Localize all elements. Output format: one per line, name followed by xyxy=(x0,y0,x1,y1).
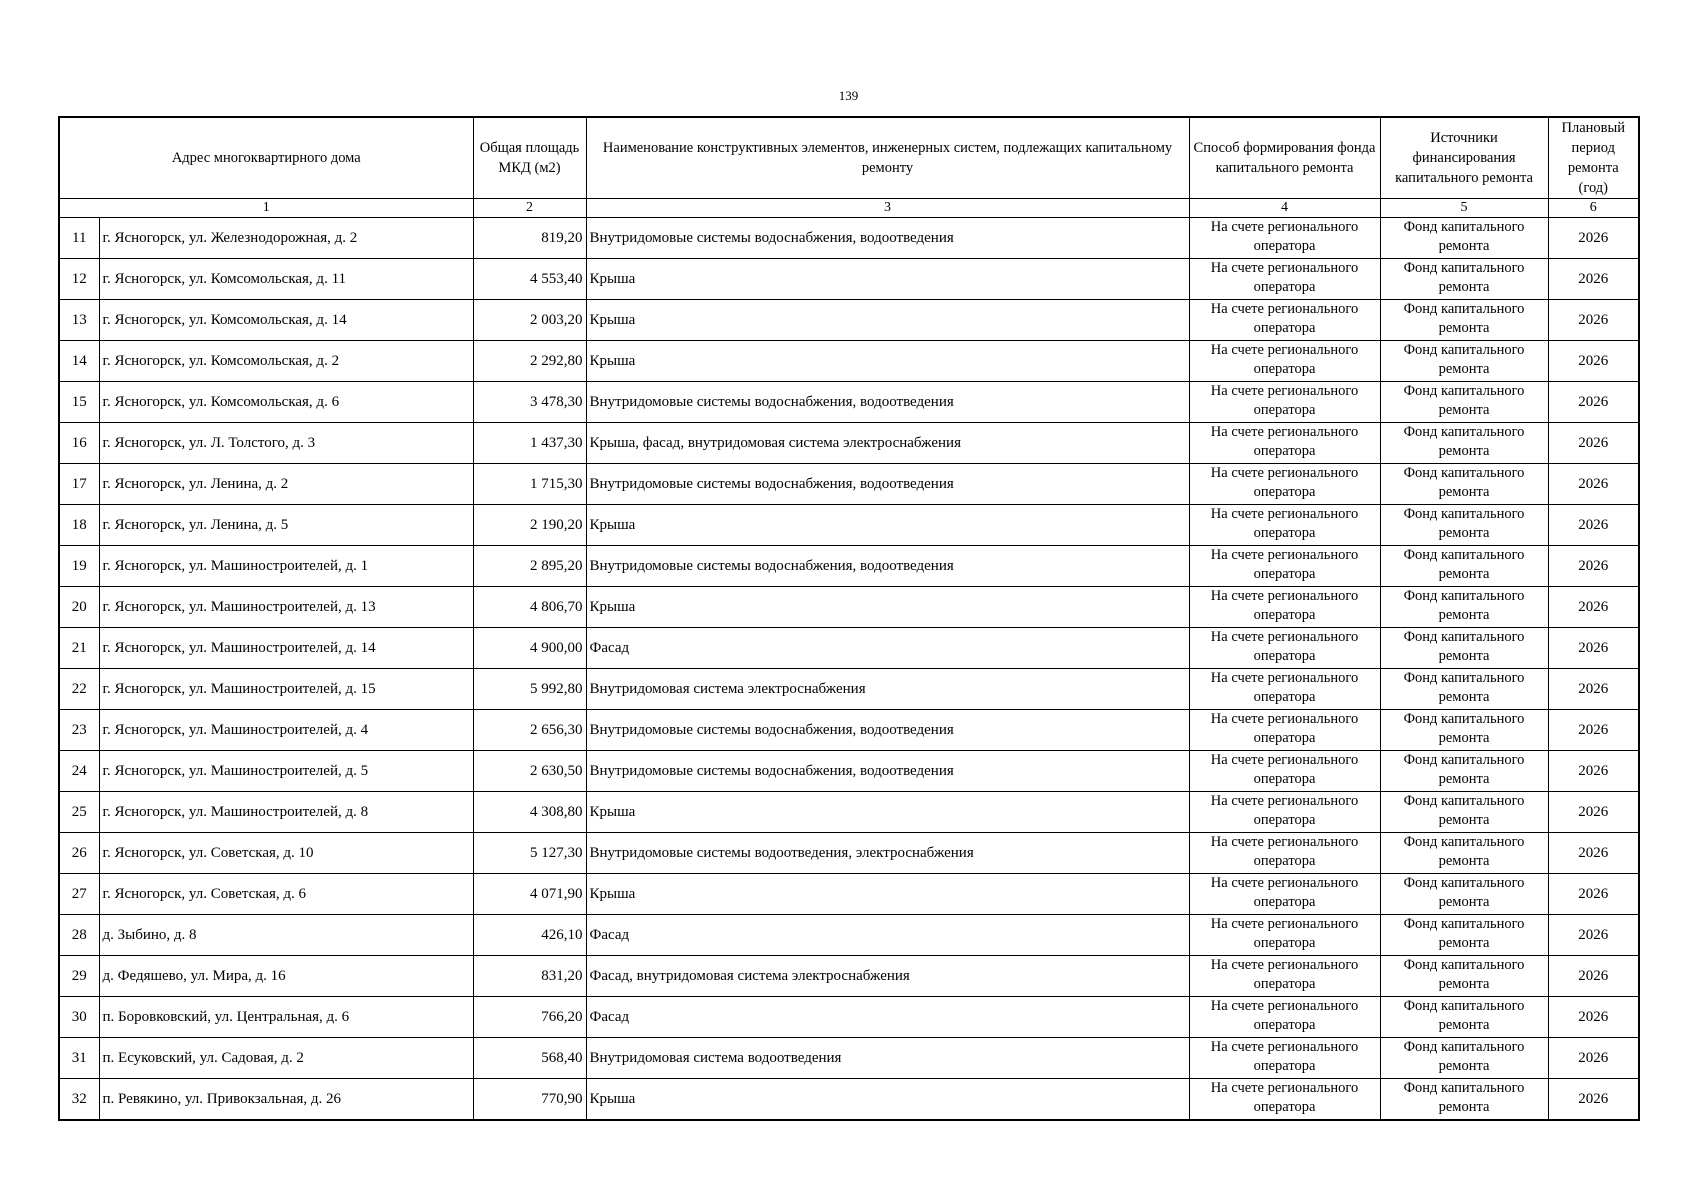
year-cell: 2026 xyxy=(1548,300,1639,341)
table-row xyxy=(59,628,1639,669)
table-row xyxy=(59,751,1639,792)
area-cell: 1 437,30 xyxy=(473,423,586,464)
method-cell: На счете регионального оператора xyxy=(1189,710,1380,751)
year-cell: 2026 xyxy=(1548,628,1639,669)
elements-cell: Фасад xyxy=(586,997,1189,1038)
address-cell: д. Зыбино, д. 8 xyxy=(99,915,473,956)
column-number: 1 xyxy=(59,199,473,218)
address-cell: г. Ясногорск, ул. Машиностроителей, д. 15 xyxy=(99,669,473,710)
year-cell: 2026 xyxy=(1548,218,1639,259)
area-cell: 4 806,70 xyxy=(473,587,586,628)
address-cell: г. Ясногорск, ул. Комсомольская, д. 14 xyxy=(99,300,473,341)
elements-cell: Фасад xyxy=(586,628,1189,669)
row-number: 21 xyxy=(59,628,99,669)
row-number: 22 xyxy=(59,669,99,710)
row-number: 28 xyxy=(59,915,99,956)
method-cell: На счете регионального оператора xyxy=(1189,259,1380,300)
elements-cell: Внутридомовые системы водоснабжения, водоотведения xyxy=(586,751,1189,792)
table-row xyxy=(59,505,1639,546)
year-cell: 2026 xyxy=(1548,464,1639,505)
header-method: Способ формирования фонда капитального ремонта xyxy=(1189,117,1380,199)
table-row xyxy=(59,546,1639,587)
year-cell: 2026 xyxy=(1548,382,1639,423)
method-cell: На счете регионального оператора xyxy=(1189,1038,1380,1079)
source-cell: Фонд капитального ремонта xyxy=(1380,218,1548,259)
method-cell: На счете регионального оператора xyxy=(1189,1079,1380,1121)
column-number: 2 xyxy=(473,199,586,218)
page-number: 139 xyxy=(838,88,859,103)
year-cell: 2026 xyxy=(1548,587,1639,628)
table-row xyxy=(59,915,1639,956)
address-cell: г. Ясногорск, ул. Ленина, д. 5 xyxy=(99,505,473,546)
year-cell: 2026 xyxy=(1548,505,1639,546)
year-cell: 2026 xyxy=(1548,341,1639,382)
year-cell: 2026 xyxy=(1548,956,1639,997)
elements-cell: Внутридомовые системы водоснабжения, водоотведения xyxy=(586,546,1189,587)
source-cell: Фонд капитального ремонта xyxy=(1380,833,1548,874)
column-number: 5 xyxy=(1380,199,1548,218)
table-row xyxy=(59,423,1639,464)
area-cell: 5 992,80 xyxy=(473,669,586,710)
source-cell: Фонд капитального ремонта xyxy=(1380,669,1548,710)
source-cell: Фонд капитального ремонта xyxy=(1380,300,1548,341)
capital-repair-table xyxy=(58,116,1640,1121)
year-cell: 2026 xyxy=(1548,997,1639,1038)
area-cell: 3 478,30 xyxy=(473,382,586,423)
year-cell: 2026 xyxy=(1548,423,1639,464)
elements-cell: Внутридомовые системы водоснабжения, водоотведения xyxy=(586,710,1189,751)
row-number: 30 xyxy=(59,997,99,1038)
row-number: 18 xyxy=(59,505,99,546)
source-cell: Фонд капитального ремонта xyxy=(1380,751,1548,792)
address-cell: г. Ясногорск, ул. Ленина, д. 2 xyxy=(99,464,473,505)
header-period: Плановый период ремонта (год) xyxy=(1548,117,1639,199)
address-cell: г. Ясногорск, ул. Комсомольская, д. 2 xyxy=(99,341,473,382)
address-cell: г. Ясногорск, ул. Машиностроителей, д. 4 xyxy=(99,710,473,751)
header-row xyxy=(59,117,1639,199)
source-cell: Фонд капитального ремонта xyxy=(1380,587,1548,628)
area-cell: 2 895,20 xyxy=(473,546,586,587)
address-cell: г. Ясногорск, ул. Комсомольская, д. 11 xyxy=(99,259,473,300)
area-cell: 2 190,20 xyxy=(473,505,586,546)
elements-cell: Крыша xyxy=(586,1079,1189,1121)
year-cell: 2026 xyxy=(1548,546,1639,587)
method-cell: На счете регионального оператора xyxy=(1189,300,1380,341)
address-cell: г. Ясногорск, ул. Советская, д. 10 xyxy=(99,833,473,874)
area-cell: 770,90 xyxy=(473,1079,586,1121)
row-number: 25 xyxy=(59,792,99,833)
column-number-row xyxy=(59,199,1639,218)
table-row xyxy=(59,300,1639,341)
year-cell: 2026 xyxy=(1548,1038,1639,1079)
row-number: 32 xyxy=(59,1079,99,1121)
elements-cell: Внутридомовые системы водоотведения, электроснабжения xyxy=(586,833,1189,874)
method-cell: На счете регионального оператора xyxy=(1189,505,1380,546)
row-number: 14 xyxy=(59,341,99,382)
address-cell: п. Боровковский, ул. Центральная, д. 6 xyxy=(99,997,473,1038)
table-body xyxy=(59,218,1639,1121)
source-cell: Фонд капитального ремонта xyxy=(1380,792,1548,833)
address-cell: г. Ясногорск, ул. Машиностроителей, д. 14 xyxy=(99,628,473,669)
source-cell: Фонд капитального ремонта xyxy=(1380,956,1548,997)
elements-cell: Фасад xyxy=(586,915,1189,956)
row-number: 27 xyxy=(59,874,99,915)
row-number: 23 xyxy=(59,710,99,751)
source-cell: Фонд капитального ремонта xyxy=(1380,505,1548,546)
row-number: 26 xyxy=(59,833,99,874)
elements-cell: Крыша xyxy=(586,341,1189,382)
year-cell: 2026 xyxy=(1548,259,1639,300)
row-number: 19 xyxy=(59,546,99,587)
row-number: 24 xyxy=(59,751,99,792)
method-cell: На счете регионального оператора xyxy=(1189,874,1380,915)
column-number: 6 xyxy=(1548,199,1639,218)
method-cell: На счете регионального оператора xyxy=(1189,751,1380,792)
year-cell: 2026 xyxy=(1548,710,1639,751)
area-cell: 4 553,40 xyxy=(473,259,586,300)
address-cell: г. Ясногорск, ул. Машиностроителей, д. 1 xyxy=(99,546,473,587)
row-number: 11 xyxy=(59,218,99,259)
table-row xyxy=(59,833,1639,874)
address-cell: п. Ревякино, ул. Привокзальная, д. 26 xyxy=(99,1079,473,1121)
address-cell: г. Ясногорск, ул. Советская, д. 6 xyxy=(99,874,473,915)
source-cell: Фонд капитального ремонта xyxy=(1380,382,1548,423)
address-cell: г. Ясногорск, ул. Машиностроителей, д. 13 xyxy=(99,587,473,628)
source-cell: Фонд капитального ремонта xyxy=(1380,874,1548,915)
area-cell: 2 630,50 xyxy=(473,751,586,792)
elements-cell: Крыша xyxy=(586,874,1189,915)
method-cell: На счете регионального оператора xyxy=(1189,423,1380,464)
elements-cell: Крыша xyxy=(586,792,1189,833)
table-row xyxy=(59,669,1639,710)
area-cell: 568,40 xyxy=(473,1038,586,1079)
address-cell: д. Федяшево, ул. Мира, д. 16 xyxy=(99,956,473,997)
header-source: Источники финансирования капитального ремонта xyxy=(1380,117,1548,199)
area-cell: 2 003,20 xyxy=(473,300,586,341)
row-number: 20 xyxy=(59,587,99,628)
table-row xyxy=(59,587,1639,628)
year-cell: 2026 xyxy=(1548,1079,1639,1121)
method-cell: На счете регионального оператора xyxy=(1189,669,1380,710)
table-row xyxy=(59,1038,1639,1079)
source-cell: Фонд капитального ремонта xyxy=(1380,1038,1548,1079)
method-cell: На счете регионального оператора xyxy=(1189,833,1380,874)
area-cell: 819,20 xyxy=(473,218,586,259)
table-row xyxy=(59,382,1639,423)
table-row xyxy=(59,710,1639,751)
source-cell: Фонд капитального ремонта xyxy=(1380,546,1548,587)
method-cell: На счете регионального оператора xyxy=(1189,341,1380,382)
source-cell: Фонд капитального ремонта xyxy=(1380,710,1548,751)
elements-cell: Крыша xyxy=(586,259,1189,300)
elements-cell: Внутридомовые системы водоснабжения, водоотведения xyxy=(586,382,1189,423)
year-cell: 2026 xyxy=(1548,669,1639,710)
column-number: 4 xyxy=(1189,199,1380,218)
address-cell: г. Ясногорск, ул. Машиностроителей, д. 8 xyxy=(99,792,473,833)
elements-cell: Крыша, фасад, внутридомовая система электроснабжения xyxy=(586,423,1189,464)
year-cell: 2026 xyxy=(1548,751,1639,792)
method-cell: На счете регионального оператора xyxy=(1189,464,1380,505)
method-cell: На счете регионального оператора xyxy=(1189,792,1380,833)
table-row xyxy=(59,874,1639,915)
address-cell: г. Ясногорск, ул. Л. Толстого, д. 3 xyxy=(99,423,473,464)
area-cell: 426,10 xyxy=(473,915,586,956)
elements-cell: Крыша xyxy=(586,505,1189,546)
row-number: 29 xyxy=(59,956,99,997)
method-cell: На счете регионального оператора xyxy=(1189,587,1380,628)
method-cell: На счете регионального оператора xyxy=(1189,218,1380,259)
header-elements: Наименование конструктивных элементов, инженерных систем, подлежащих капитальному ремонту xyxy=(586,117,1189,199)
table-row xyxy=(59,464,1639,505)
year-cell: 2026 xyxy=(1548,915,1639,956)
elements-cell: Внутридомовые системы водоснабжения, водоотведения xyxy=(586,218,1189,259)
method-cell: На счете регионального оператора xyxy=(1189,382,1380,423)
source-cell: Фонд капитального ремонта xyxy=(1380,628,1548,669)
elements-cell: Фасад, внутридомовая система электроснабжения xyxy=(586,956,1189,997)
area-cell: 2 656,30 xyxy=(473,710,586,751)
elements-cell: Внутридомовая система водоотведения xyxy=(586,1038,1189,1079)
area-cell: 4 900,00 xyxy=(473,628,586,669)
area-cell: 2 292,80 xyxy=(473,341,586,382)
row-number: 12 xyxy=(59,259,99,300)
source-cell: Фонд капитального ремонта xyxy=(1380,915,1548,956)
area-cell: 831,20 xyxy=(473,956,586,997)
method-cell: На счете регионального оператора xyxy=(1189,915,1380,956)
method-cell: На счете регионального оператора xyxy=(1189,997,1380,1038)
elements-cell: Внутридомовая система электроснабжения xyxy=(586,669,1189,710)
header-area: Общая площадь МКД (м2) xyxy=(473,117,586,199)
table-row xyxy=(59,997,1639,1038)
table-row xyxy=(59,259,1639,300)
area-cell: 1 715,30 xyxy=(473,464,586,505)
table-row xyxy=(59,341,1639,382)
area-cell: 5 127,30 xyxy=(473,833,586,874)
year-cell: 2026 xyxy=(1548,833,1639,874)
area-cell: 766,20 xyxy=(473,997,586,1038)
header-address: Адрес многоквартирного дома xyxy=(59,117,473,199)
area-cell: 4 308,80 xyxy=(473,792,586,833)
table-row xyxy=(59,792,1639,833)
method-cell: На счете регионального оператора xyxy=(1189,546,1380,587)
area-cell: 4 071,90 xyxy=(473,874,586,915)
row-number: 15 xyxy=(59,382,99,423)
column-number: 3 xyxy=(586,199,1189,218)
row-number: 13 xyxy=(59,300,99,341)
elements-cell: Крыша xyxy=(586,300,1189,341)
year-cell: 2026 xyxy=(1548,792,1639,833)
row-number: 31 xyxy=(59,1038,99,1079)
elements-cell: Внутридомовые системы водоснабжения, водоотведения xyxy=(586,464,1189,505)
method-cell: На счете регионального оператора xyxy=(1189,956,1380,997)
elements-cell: Крыша xyxy=(586,587,1189,628)
table-row xyxy=(59,1079,1639,1121)
address-cell: г. Ясногорск, ул. Железнодорожная, д. 2 xyxy=(99,218,473,259)
table-row xyxy=(59,956,1639,997)
method-cell: На счете регионального оператора xyxy=(1189,628,1380,669)
source-cell: Фонд капитального ремонта xyxy=(1380,464,1548,505)
address-cell: п. Есуковский, ул. Садовая, д. 2 xyxy=(99,1038,473,1079)
row-number: 16 xyxy=(59,423,99,464)
source-cell: Фонд капитального ремонта xyxy=(1380,259,1548,300)
source-cell: Фонд капитального ремонта xyxy=(1380,997,1548,1038)
source-cell: Фонд капитального ремонта xyxy=(1380,423,1548,464)
address-cell: г. Ясногорск, ул. Машиностроителей, д. 5 xyxy=(99,751,473,792)
address-cell: г. Ясногорск, ул. Комсомольская, д. 6 xyxy=(99,382,473,423)
source-cell: Фонд капитального ремонта xyxy=(1380,1079,1548,1121)
table-row xyxy=(59,218,1639,259)
year-cell: 2026 xyxy=(1548,874,1639,915)
source-cell: Фонд капитального ремонта xyxy=(1380,341,1548,382)
row-number: 17 xyxy=(59,464,99,505)
